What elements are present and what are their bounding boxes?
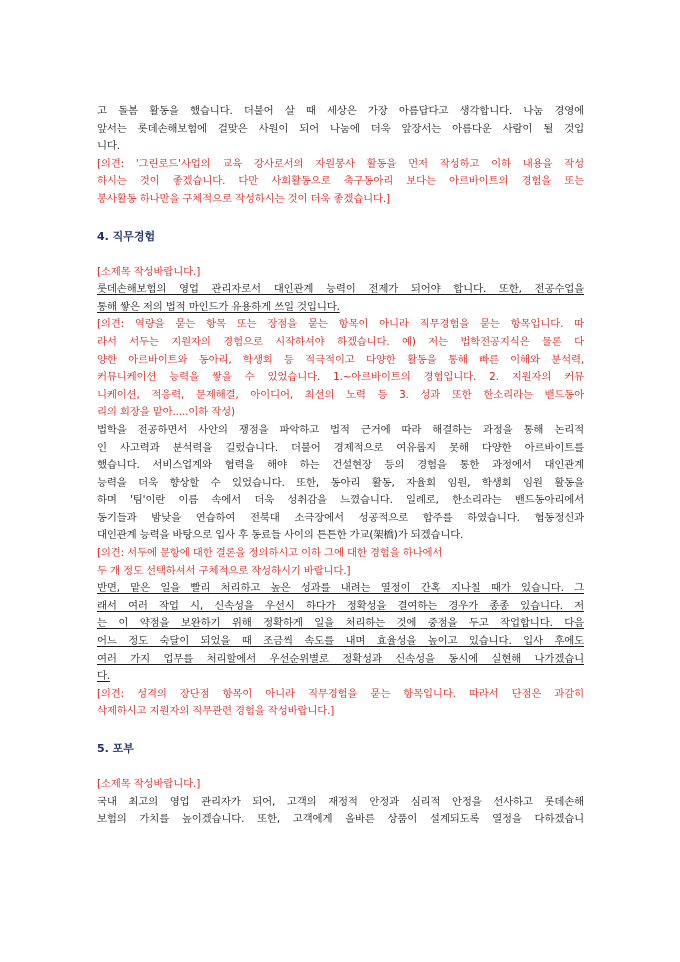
comment-line: [의견: 서두에 문항에 대한 결론을 정의하시고 이하 그에 대한 경험을 하나에서	[97, 547, 443, 560]
text-line: 보험의 가치를 높이겠습니다. 또한, 고객에게 올바른 상품이 설계되도록 열정을 다하겠습니	[97, 813, 584, 826]
section-4-heading: 4. 직무경험	[97, 229, 156, 243]
comment-line: 니케이션, 적응력, 문제해결, 아이디어, 최선의 노력 등 3. 성과 또한 한소리라는 밴드동아	[97, 388, 584, 401]
comment-line: 봉사활동 하나만을 구체적으로 작성하시는 것이 더욱 좋겠습니다.]	[97, 192, 390, 205]
section-4-underlined-weakness	[97, 580, 584, 686]
intro-paragraph	[97, 103, 584, 156]
comment-line: 양한 아르바이트와 동아리, 학생회 등 적극적이고 다양한 활동을 통해 빠른 이해와 분석력,	[97, 353, 584, 366]
text-span: 다.	[97, 670, 111, 683]
comment-line: [의견: '그린로드'사업의 교육 강사로서의 자원봉사 활동을 먼저 작성하고 이하 내용을 작성	[97, 157, 584, 170]
text-line: 반면, 맡은 일을 빨리 처리하고 높은 성과를 내려는 열정이 간혹 지나칠 때가 있습니다. 그	[97, 582, 584, 595]
text-line: 능력을 더욱 향상할 수 있었습니다. 또한, 동아리 활동, 자율회 임원, 학생회 임원 활동을	[97, 476, 584, 489]
comment-line: 하시는 것이 좋겠습니다. 다만 사회활동으로 축구동아리 보다는 아르바이트의 경험을 또는	[97, 175, 584, 188]
text-line	[97, 299, 584, 317]
section-4-comment-3	[97, 686, 584, 721]
comment-line: 커뮤니케이션 능력을 쌓을 수 있었습니다. 1.~아르바이트의 경험입니다. 2. 지원자의 커뮤	[97, 371, 584, 384]
text-line: 법학을 전공하면서 사안의 쟁점을 파악하고 법적 근거에 따라 해결하는 과정을 통해 논리적	[97, 423, 584, 436]
text-line: 래서 여러 작업 시, 신속성을 우선시 하다가 정확성을 결여하는 경우가 종종 있습니다. 저	[97, 599, 584, 612]
text-line: 어느 정도 숙달이 되었을 때 조금씩 속도를 내며 효율성을 높이고 있습니다. 입사 후에도	[97, 635, 584, 648]
section-4-underlined-statement	[97, 281, 584, 316]
section-5-heading: 5. 포부	[97, 742, 134, 755]
text-span: 통해 쌓은 저의 법적 마인드가 유용하게 쓰일 것입니다.	[97, 300, 340, 313]
section-4-comment-2	[97, 545, 584, 580]
comment-line: [의견: 성격의 장단점 항목이 아니라 직무경험을 묻는 항목입니다. 따라서 단점은 과감히	[97, 687, 584, 700]
text-line: 여러 가지 업무를 처리할에서 우선순위별로 정확성과 신속성을 동시에 실현해 나가겠습니	[97, 652, 584, 665]
text-line: 대인관계 능력을 바탕으로 입사 후 동료들 사이의 튼튼한 가교(架橋)가 되겠습니다.	[97, 529, 464, 542]
section-4-comment-1	[97, 316, 584, 422]
text-line: 롯데손해보험의 영업 관리자로서 대인관계 능력이 전제가 되어야 합니다. 또한, 전공수업을	[97, 283, 584, 296]
text-line: 는 이 약점을 보완하기 위해 정확하게 일을 처리하는 것에 중점을 두고 작업합니다. 다음	[97, 617, 584, 630]
comment-line: 삭제하시고 지원자의 직무관련 경험을 작성바랍니다.]	[97, 705, 335, 718]
text-line: 동기들과 밤낮을 연습하여 전북대 소극장에서 성공적으로 합주를 하였습니다. 협동정신과	[97, 511, 584, 524]
section-5-body	[97, 794, 584, 829]
section-4-body	[97, 422, 584, 545]
text-line: 니다.	[97, 140, 120, 153]
comment-line: 리의 회장을 맡아.....이하 작성)	[97, 406, 235, 419]
section-5-subtitle: [소제목 작성바랍니다.]	[97, 778, 201, 790]
comment-line: 두 개 정도 선택하셔서 구체적으로 작성하시기 바랍니다.]	[97, 564, 351, 577]
section-4-subtitle: [소제목 작성바랍니다.]	[97, 265, 201, 278]
text-line: 했습니다. 서비스업계와 협력을 해야 하는 건설현장 등의 경험을 통한 과정에서 대인관계	[97, 459, 584, 472]
text-line: 국내 최고의 영업 관리자가 되어, 고객의 재정적 안정과 심리적 안정을 선사하고 롯데손해	[97, 795, 584, 808]
text-line: 앞서는 롯데손해보험에 걸맞은 사원이 되어 나눔에 더욱 앞장서는 아름다운 사람이 될 것입	[97, 122, 584, 135]
text-line: 하며 '팀'이란 이름 속에서 더욱 성취감을 느꼈습니다. 일례로, 한소리라는 밴드동아리에서	[97, 494, 584, 507]
text-line: 인 사고력과 분석력을 길렀습니다. 더불어 경제적으로 여유롭지 못해 다양한 아르바이트를	[97, 441, 584, 454]
text-line: 고 돌봄 활동을 했습니다. 더불어 살 때 세상은 가장 아름답다고 생각합니다. 나눔 경영에	[97, 105, 584, 117]
comment-line: [의견: 역량을 묻는 항목 또는 장점을 묻는 항목이 아니라 직무경험을 묻는 항목입니다. 따	[97, 318, 584, 331]
intro-comment	[97, 156, 584, 209]
comment-line: 라서 서두는 지원자의 경험으로 시작하셔야 하겠습니다. 예) 저는 법학전공지식은 물론 다	[97, 335, 584, 348]
document-page	[97, 103, 584, 829]
text-line	[97, 668, 584, 686]
